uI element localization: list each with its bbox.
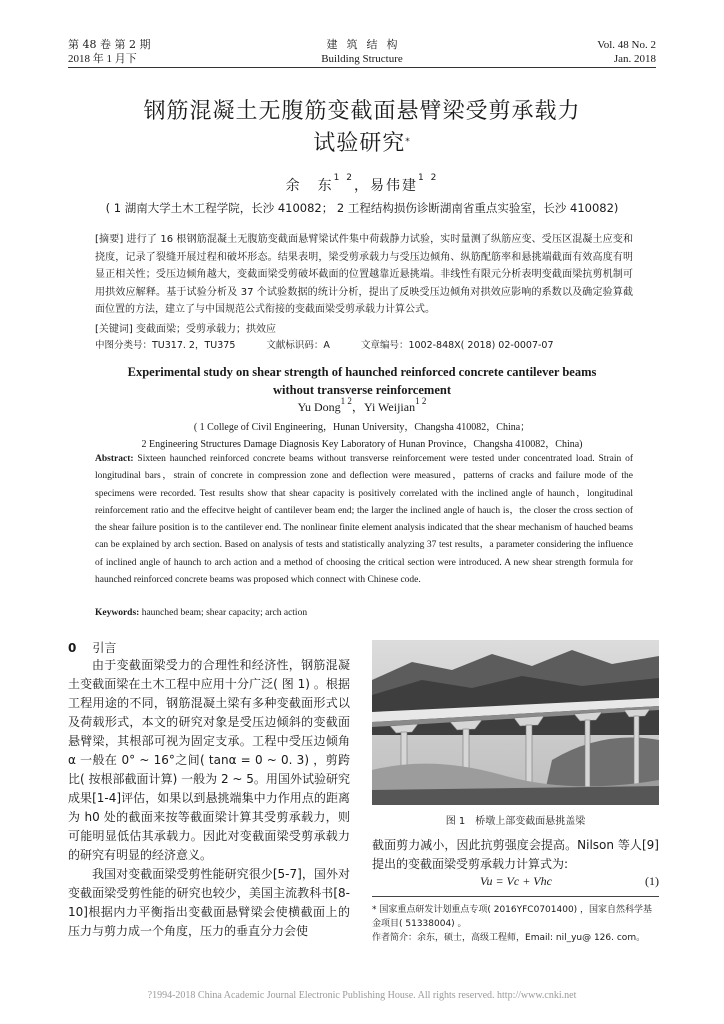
volume-issue-en: Vol. 48 No. 2 <box>597 39 656 51</box>
article-number: 文章编号：1002-848X( 2018) 02-0007-07 <box>360 340 554 351</box>
body-left-column <box>68 656 350 941</box>
abstract-cn-text: 进行了 16 根钢筋混凝土无腹筋变截面悬臂梁试件集中荷载静力试验，实时量测了纵筋应变、受压区混凝土应变和挠度，记录了裂缝开展过程和破坏形态。结果表明，梁受剪承载力与受压边倾角、纵筋配筋率和悬挑端截面有效高度有明显正相关性；受压边倾角越大，变截面梁受剪破坏截面的位置越靠近悬挑端。非线性有限元分析表明变截面梁抗剪机制可用拱效应解释。基于试验分析及 37 个试验数据的统计分析，提出了反映受压边倾角对拱效应影响的系数以及确定验算截面位置的方法，建立了与中国规范公式衔接的变截面梁受剪承载力计算公式。 <box>95 234 633 315</box>
body-right-column <box>372 836 659 874</box>
affiliation-en-line1: ( 1 College of Civil Engineering，Hunan University，Changsha 410082，China； <box>193 422 531 433</box>
author2-en-sup: 1 2 <box>415 396 427 406</box>
authors-cn <box>0 175 724 195</box>
equation-1 <box>372 874 659 892</box>
copyright-line: ?1994-2018 China Academic Journal Electronic Publishing House. All rights reserved. http://www.cnki.net <box>147 990 577 1001</box>
author2-en: Yi Weijian <box>363 400 416 414</box>
author2-cn: 易伟建 <box>370 178 418 194</box>
author1-cn-sup: 1 2 <box>333 173 354 183</box>
funding-note: * 国家重点研发计划重点专项( 2016YFC0701400) ，国家自然科学基金项目( 51338004) 。 <box>372 905 653 929</box>
right-paragraph-1: 截面剪力减小，因此抗剪强度会提高。Nilson 等人[9]提出的变截面梁受剪承载力计算式为: <box>372 838 659 871</box>
keywords-cn-text: 变截面梁；受剪承载力；拱效应 <box>136 324 276 335</box>
author1-en-sup: 1 2 <box>340 396 352 406</box>
abstract-en-label: Abstract: <box>95 454 134 464</box>
title-footnote-mark: * <box>405 137 411 147</box>
header-rule <box>68 67 656 68</box>
author2-cn-sup: 1 2 <box>418 173 439 183</box>
clc-number: 中图分类号：TU317. 2，TU375 <box>95 340 236 351</box>
bridge-photo-image <box>372 640 659 805</box>
abstract-cn-label: [摘要] <box>95 234 124 245</box>
equation-number: (1) <box>645 874 659 888</box>
affiliation-cn: ( 1 湖南大学土木工程学院，长沙 410082； 2 工程结构损伤诊断湖南省重点实验室，长沙 410082) <box>105 201 619 215</box>
issue-date: 2018 年 1 月下 <box>68 53 137 65</box>
equation-expression: Vu = Vc + Vhc <box>480 874 552 888</box>
journal-name-cn: 建筑结构 <box>326 38 407 51</box>
abstract-en-text: Sixteen haunched reinforced concrete beams without transverse reinforcement were tested under concentrated load. Strain of longitudinal bars，strain of concrete in compression zone and deflection were measured，patterns of cracks and failure mode of the specimens were recorded. Test results show that shear capacity is positively correlated with the inclined angle of haunch，longitudinal reinforcement ratio and the effecitve height of cantilever beam end; the larger the inclined angle of hauch is，the closer the cross section of the shear failure position is to the cantilever end. The nonlinear finite element analysis indicated that the shear mechanism of hauched beams can be explained by arch section. Based on analysis of tests and statistically analyzing 37 test results，a parameter considering the influence of inclined angle of haunch to arch action and a method of choosing the critical section were introduced. A new shear strength formula for haunched reinforced concrete beams was proposed which connect with Chinese code. <box>95 454 634 586</box>
section-title: 引言 <box>92 641 117 655</box>
author-sep-en: ， <box>351 400 364 414</box>
title-cn-line2-text: 试验研究 <box>313 131 406 156</box>
keywords-cn <box>95 320 276 335</box>
figure-caption: 图 1 桥墩上部变截面悬挑盖梁 <box>445 816 586 827</box>
author1-cn: 余 东 <box>285 178 334 194</box>
author-sep-cn: ， <box>354 178 370 194</box>
footnote <box>372 903 659 945</box>
intro-paragraph-2: 我国对变截面梁受剪性能研究很少[5-7]，国外对变截面梁受剪性能的研究也较少，美国主流教科书[8-10]根据内力平衡指出变截面悬臂梁会使横截面上的压力与剪力成一个角度，压力的垂直分力会使 <box>68 867 350 938</box>
abstract-en <box>95 451 633 589</box>
footnote-rule <box>372 896 659 897</box>
abstract-cn <box>95 231 633 319</box>
classification-line <box>95 337 582 351</box>
keywords-en-label: Keywords: <box>95 608 140 618</box>
author1-en: Yu Dong <box>297 400 341 414</box>
title-en: Experimental study on shear strength of haunched reinforced concrete cantilever beams without transverse reinforcement <box>127 365 597 397</box>
keywords-cn-label: [关键词] <box>95 324 133 335</box>
section-number: 0 <box>68 641 77 655</box>
authors-en <box>0 398 724 415</box>
keywords-en <box>95 608 307 618</box>
volume-issue: 第 48 卷 第 2 期 <box>68 38 151 51</box>
intro-paragraph-1: 由于变截面梁受力的合理性和经济性，钢筋混凝土变截面梁在土木工程中应用十分广泛( 图 1) 。根据工程用途的不同，钢筋混凝土梁有多种变截面形式以及荷载形式，本文的研究对象是受压边倾斜的变截面悬臂梁，其根部可视为固定支承。工程中受压边倾角 α 一般在 0° ~ 16°之间( tanα = 0 ~ 0. 3) ，剪跨比( 按根部截面计算) 一般为 2 ~ 5。用国外试验研究成果[1-4]评估，如果以到悬挑端集中力作用点的距离为 h0 处的截面来按等截面梁计算其受剪承载力，则可能明显低估其承载力。因此对变截面梁受剪承载力的研究有明显的经济意义。 <box>68 658 350 862</box>
document-code: 文献标识码：A <box>266 340 330 351</box>
author-bio: 作者简介：余东，硕士，高级工程师，Email: nil_yu@ 126. com。 <box>372 933 646 943</box>
bridge-pier-photo <box>372 640 659 805</box>
journal-name-en: Building Structure <box>321 53 403 65</box>
keywords-en-text: haunched beam; shear capacity; arch action <box>141 608 308 618</box>
section-heading <box>68 639 116 656</box>
title-cn-line2 <box>0 129 724 159</box>
title-cn-line1: 钢筋混凝土无腹筋变截面悬臂梁受剪承载力 <box>143 99 581 124</box>
journal-issue-en <box>597 38 656 66</box>
issue-date-en: Jan. 2018 <box>613 53 656 65</box>
affiliation-en-line2: 2 Engineering Structures Damage Diagnosis Key Laboratory of Hunan Province，Changsha 410082，China) <box>141 439 583 450</box>
